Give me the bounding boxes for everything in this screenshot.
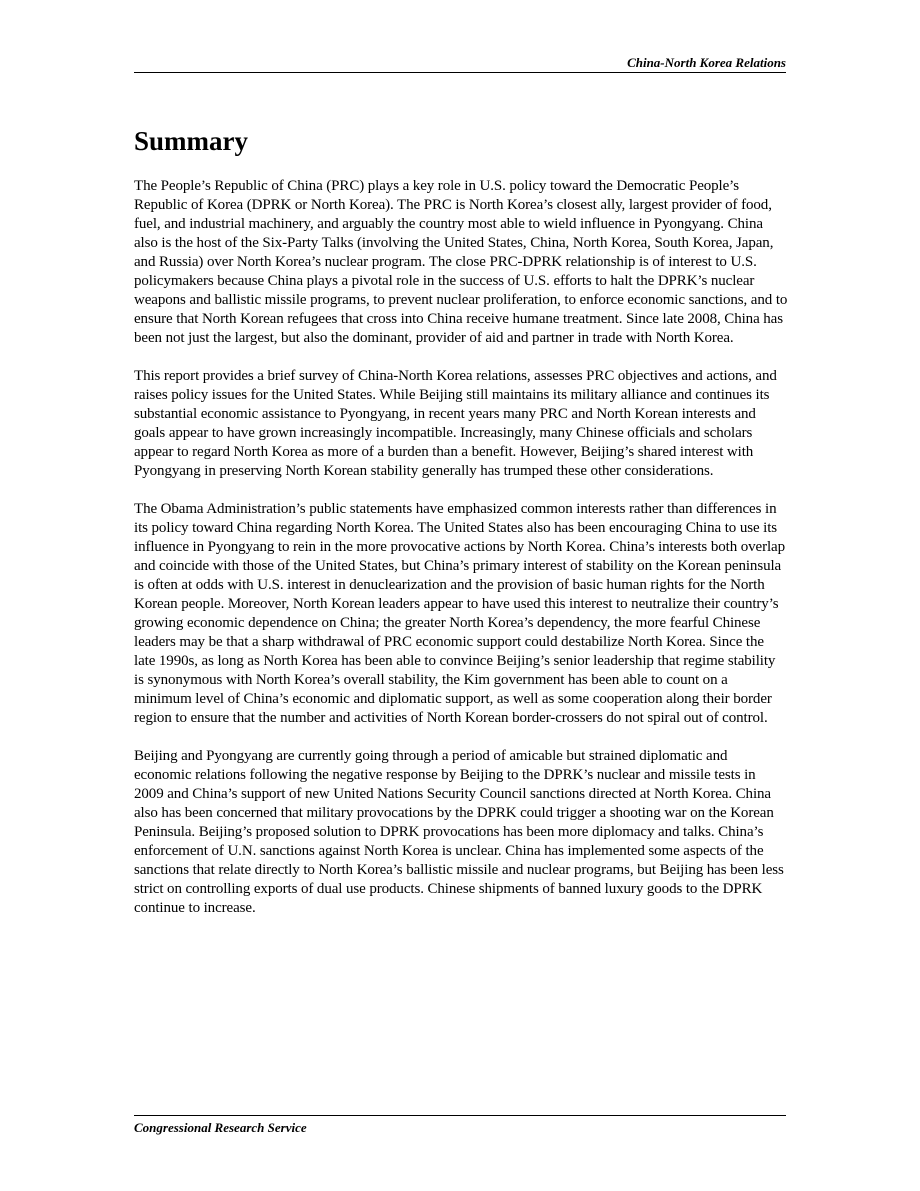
paragraph-3: The Obama Administration’s public statements have emphasized common interests rather than differences in its policy toward China regarding North Korea. The United States also has been encouraging China to use its influence in Pyongyang to rein in the more provocative actions by North Korea. China’s interests both overlap and coincide with those of the United States, but China’s primary interest of stability on the Korean peninsula is often at odds with U.S. interest in denuclearization and the provision of basic human rights for the North Korean people. Moreover, North Korean leaders appear to have used this interest to neutralize their country’s growing economic dependence on China; the greater North Korea’s dependency, the more fearful Chinese leaders may be that a sharp withdrawal of PRC economic support could destabilize North Korea. Since the late 1990s, as long as North Korea has been able to convince Beijing’s senior leadership that regime stability is synonymous with North Korea’s overall stability, the Kim government has been able to count on a minimum level of China’s economic and diplomatic support, as well as some cooperation along their border region to ensure that the number and activities of North Korean border-crossers do not spiral out of control. (134, 501, 786, 726)
paragraph-4: Beijing and Pyongyang are currently going through a period of amicable but strained diplomatic and economic relations following the negative response by Beijing to the DPRK’s nuclear and missile tests in 2009 and China’s support of new United Nations Security Council sanctions directed at North Korea. China also has been concerned that military provocations by the DPRK could trigger a shooting war on the Korean Peninsula. Beijing’s proposed solution to DPRK provocations has been more diplomacy and talks. China’s enforcement of U.N. sanctions against North Korea is unclear. China has implemented some aspects of the sanctions that relate directly to North Korea’s ballistic missile and nuclear programs, but Beijing has been less strict on controlling exports of dual use products. Chinese shipments of banned luxury goods to the DPRK continue to increase. (134, 748, 784, 916)
summary-body (134, 177, 788, 937)
running-header: China-North Korea Relations (627, 55, 786, 70)
running-footer: Congressional Research Service (134, 1120, 307, 1135)
header-divider (134, 72, 786, 73)
paragraph-2: This report provides a brief survey of China-North Korea relations, assesses PRC objectives and actions, and raises policy issues for the United States. While Beijing still maintains its military alliance and continues its substantial economic assistance to Pyongyang, in recent years many PRC and North Korean interests and goals appear to have grown increasingly incompatible. Increasingly, many Chinese officials and scholars appear to regard North Korea as more of a burden than a benefit. However, Beijing’s shared interest with Pyongyang in preserving North Korean stability generally has trumped these other considerations. (134, 368, 777, 479)
paragraph-1: The People’s Republic of China (PRC) plays a key role in U.S. policy toward the Democratic People’s Republic of Korea (DPRK or North Korea). The PRC is North Korea’s closest ally, largest provider of food, fuel, and industrial machinery, and arguably the country most able to wield influence in Pyongyang. China also is the host of the Six-Party Talks (involving the United States, China, North Korea, South Korea, Japan, and Russia) over North Korea’s nuclear program. The close PRC-DPRK relationship is of interest to U.S. policymakers because China plays a pivotal role in the success of U.S. efforts to halt the DPRK’s nuclear weapons and ballistic missile programs, to prevent nuclear proliferation, to enforce economic sanctions, and to ensure that North Korean refugees that cross into China receive humane treatment. Since late 2008, China has been not just the largest, but also the dominant, provider of aid and partner in trade with North Korea. (134, 178, 788, 346)
footer-divider (134, 1115, 786, 1116)
page-title: Summary (134, 126, 248, 156)
